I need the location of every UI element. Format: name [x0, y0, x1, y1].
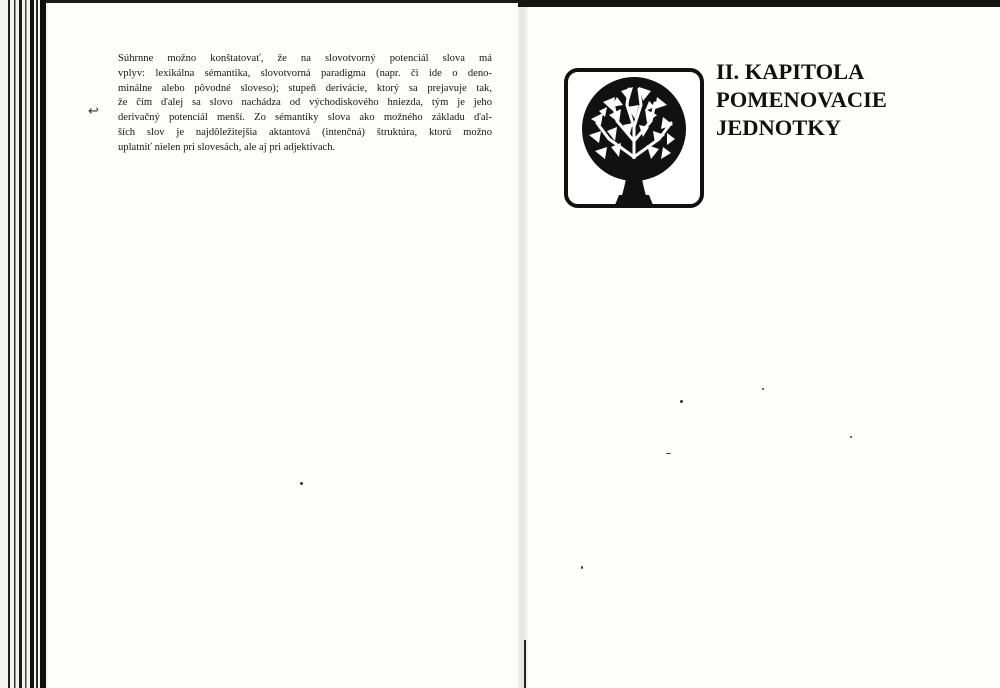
- paragraph-line: Súhrnne možno konštatovať, že na slovotvorný potenciál slova má: [118, 53, 492, 64]
- page-speck: [666, 453, 671, 454]
- page-speck: [762, 388, 764, 390]
- chapter-title-line: POMENOVACIE: [716, 87, 887, 112]
- book-binding-edge: [0, 0, 50, 688]
- paragraph-line: uplatniť nielen pri slovesách, ale aj pri adjektívach.: [118, 141, 336, 153]
- page-gutter: [518, 0, 528, 688]
- paragraph-line: že čím ďalej sa slovo nachádza od východiskového hniezda, tým je jeho: [118, 97, 492, 109]
- paragraph-line: minálne alebo pôvodné sloveso); stupeň derivácie, ktorý sa prejavuje tak,: [118, 82, 492, 94]
- page-speck: [680, 400, 683, 403]
- chapter-title: [716, 58, 887, 142]
- left-page-top-edge: [46, 0, 518, 3]
- page-speck: [300, 482, 303, 485]
- paragraph-line: derivačný potenciál menší. Zo sémantiky slova ako možného základu ďal-: [118, 112, 492, 124]
- paragraph-line: ších slov je najdôležitejšia aktantová (intenčná) štruktúra, ktorú možno: [118, 126, 492, 138]
- body-paragraph: [118, 52, 492, 156]
- right-page-top-edge: [518, 0, 1000, 7]
- paragraph-line: vplyv: lexikálna sémantika, slovotvorná paradigma (napr. či ide o deno-: [118, 67, 492, 79]
- chapter-title-line: II. KAPITOLA: [716, 59, 865, 84]
- chapter-title-line: JEDNOTKY: [716, 115, 842, 140]
- page-speck: [850, 436, 852, 438]
- page-speck: [581, 566, 583, 569]
- margin-pencil-mark: ↩: [88, 104, 99, 119]
- tree-logo: [563, 67, 705, 209]
- gutter-shadow-mark: [524, 640, 526, 688]
